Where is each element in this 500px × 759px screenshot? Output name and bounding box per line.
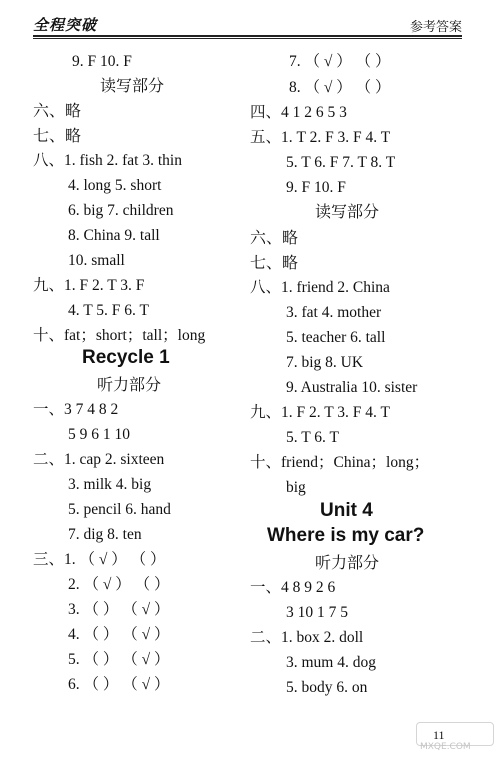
right-answer-line: 5. teacher 6. tall bbox=[286, 329, 386, 346]
page-number: 11 bbox=[433, 728, 445, 742]
left-answer-line: 三、1. （ √ ） （ ） bbox=[33, 551, 166, 568]
right-answer-line: 7. （ √ ） （ ） bbox=[289, 53, 391, 70]
left-answer-line: 4. long 5. short bbox=[68, 177, 162, 194]
right-answer-line: 八、1. friend 2. China bbox=[250, 279, 390, 296]
left-answer-line: 5. pencil 6. hand bbox=[68, 501, 171, 518]
left-answer-line: 八、1. fish 2. fat 3. thin bbox=[33, 152, 182, 169]
left-answer-line: 六、略 bbox=[33, 101, 82, 120]
left-answer-line: 6. （ ） （ √ ） bbox=[68, 676, 170, 693]
right-answer-line: 六、略 bbox=[250, 228, 299, 247]
left-answer-line: 3. （ ） （ √ ） bbox=[68, 601, 170, 618]
watermark-logo bbox=[416, 722, 492, 754]
right-answer-line: Where is my car? bbox=[267, 525, 425, 546]
left-answer-line: 4. （ ） （ √ ） bbox=[68, 626, 170, 643]
right-answer-line: 七、略 bbox=[250, 253, 299, 272]
page-header bbox=[0, 0, 500, 40]
right-answer-line: 5. body 6. on bbox=[286, 679, 368, 696]
right-answer-line: 一、4 8 9 2 6 bbox=[250, 579, 336, 596]
header-section-label: 参考答案 bbox=[409, 20, 462, 35]
left-answer-line: 7. dig 8. ten bbox=[68, 526, 142, 543]
left-answer-line: 3. milk 4. big bbox=[68, 476, 152, 493]
left-answer-line: 七、略 bbox=[33, 126, 82, 145]
right-answer-line: 二、1. box 2. doll bbox=[250, 629, 364, 646]
left-answer-line: 十、fat；short；tall；long bbox=[33, 327, 206, 344]
left-answer-line: 9. F 10. F bbox=[72, 53, 132, 70]
right-answer-line: 九、1. F 2. T 3. F 4. T bbox=[250, 404, 390, 421]
right-answer-line: 五、1. T 2. F 3. F 4. T bbox=[250, 129, 391, 146]
right-answer-line: 8. （ √ ） （ ） bbox=[289, 79, 391, 96]
right-answer-line: 5. T 6. T bbox=[286, 429, 339, 446]
left-answer-line: 8. China 9. tall bbox=[68, 227, 160, 244]
right-answer-line: 9. F 10. F bbox=[286, 179, 346, 196]
right-answer-line: 四、4 1 2 6 5 3 bbox=[250, 104, 347, 121]
right-answer-line: 读写部分 bbox=[315, 202, 380, 221]
left-answer-line: 读写部分 bbox=[100, 76, 165, 95]
watermark-text: MXQE.COM bbox=[420, 742, 471, 752]
left-answer-line: 2. （ √ ） （ ） bbox=[68, 576, 170, 593]
right-answer-line: 听力部分 bbox=[315, 553, 380, 572]
left-answer-line: Recycle 1 bbox=[82, 347, 170, 368]
header-rule bbox=[33, 35, 462, 37]
left-answer-line: 10. small bbox=[68, 252, 125, 269]
right-answer-line: 7. big 8. UK bbox=[286, 354, 364, 371]
right-answer-line: 3 10 1 7 5 bbox=[286, 604, 348, 621]
right-answer-line: 3. mum 4. dog bbox=[286, 654, 376, 671]
left-answer-line: 5. （ ） （ √ ） bbox=[68, 651, 170, 668]
left-answer-line: 听力部分 bbox=[97, 375, 162, 394]
left-answer-line: 5 9 6 1 10 bbox=[68, 426, 130, 443]
left-answer-line: 二、1. cap 2. sixteen bbox=[33, 451, 165, 468]
right-answer-line: Unit 4 bbox=[320, 500, 373, 521]
right-answer-line: 9. Australia 10. sister bbox=[286, 379, 418, 396]
right-answer-line: 5. T 6. F 7. T 8. T bbox=[286, 154, 396, 171]
right-answer-line: 3. fat 4. mother bbox=[286, 304, 382, 321]
left-answer-line: 4. T 5. F 6. T bbox=[68, 302, 149, 319]
left-answer-line: 九、1. F 2. T 3. F bbox=[33, 277, 145, 294]
right-answer-line: 十、friend；China；long； bbox=[250, 454, 430, 471]
right-answer-line: big bbox=[286, 479, 306, 496]
left-answer-line: 一、3 7 4 8 2 bbox=[33, 401, 119, 418]
brand-title: 全程突破 bbox=[33, 16, 98, 34]
header-rule-thin bbox=[33, 38, 462, 39]
left-answer-line: 6. big 7. children bbox=[68, 202, 174, 219]
